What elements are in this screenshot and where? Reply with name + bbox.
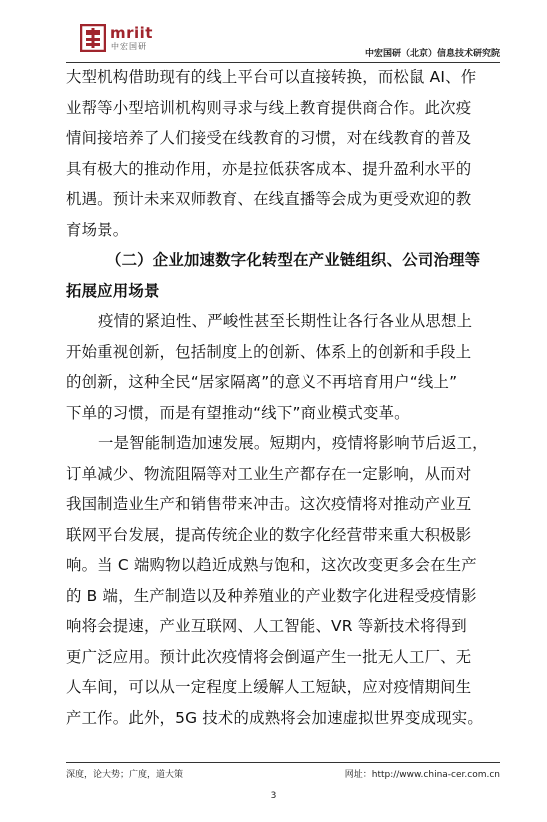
text-line: 人车间，可以从一定程度上缓解人工短缺，应对疫情期间生 bbox=[66, 678, 472, 696]
text-line: 订单减少、物流阻隔等对工业生产都存在一定影响，从而对 bbox=[66, 464, 472, 483]
page-number: 3 bbox=[270, 791, 277, 801]
section-heading-line: 拓展应用场景 bbox=[66, 281, 160, 300]
text-line: 联网平台发展，提高传统企业的数字化经营带来重大积极影 bbox=[66, 525, 472, 544]
text-line: 大型机构借助现有的线上平台可以直接转换，而松鼠 AI、作 bbox=[66, 68, 477, 86]
text-line: 开始重视创新，包括制度上的创新、体系上的创新和手段上 bbox=[66, 342, 472, 361]
text-line: 一是智能制造加速发展。短期内，疫情将影响节后返工， bbox=[98, 434, 488, 452]
text-line: 响。当 C 端购物以趋近成熟与饱和，这次改变更多会在生产 bbox=[66, 556, 477, 574]
document-body bbox=[66, 62, 506, 733]
logo bbox=[80, 24, 190, 54]
page-header bbox=[66, 22, 500, 63]
text-line: 下单的习惯，而是有望推动“线下”商业模式变革。 bbox=[66, 403, 410, 422]
footer-slogan: 深度，论大势；广度，道大策 bbox=[66, 770, 184, 780]
section-heading-line: （二）企业加速数字化转型在产业链组织、公司治理等 bbox=[106, 251, 481, 269]
logo-text: mriit bbox=[110, 24, 153, 42]
text-line: 产工作。此外，5G 技术的成熟将会加速虚拟世界变成现实。 bbox=[66, 708, 483, 727]
text-line: 情间接培养了人们接受在线教育的习惯，对在线教育的普及 bbox=[66, 129, 472, 147]
logo-subtext: 中宏国研 bbox=[111, 42, 147, 51]
logo-mark-icon bbox=[80, 24, 106, 52]
text-line: 响将会提速，产业互联网、人工智能、VR 等新技术将得到 bbox=[66, 617, 467, 635]
text-line: 的 B 端，生产制造以及种养殖业的产业数字化进程受疫情影 bbox=[66, 586, 477, 605]
text-line: 我国制造业生产和销售带来冲击。这次疫情将对推动产业互 bbox=[66, 495, 472, 513]
text-line: 育场景。 bbox=[66, 220, 129, 239]
page-footer bbox=[66, 762, 500, 785]
text-line: 的创新，这种全民“居家隔离”的意义不再培育用户“线上” bbox=[66, 373, 458, 391]
text-line: 疫情的紧迫性、严峻性甚至长期性让各行各业从思想上 bbox=[98, 312, 473, 330]
text-line: 具有极大的推动作用，亦是拉低获客成本、提升盈利水平的 bbox=[66, 159, 472, 178]
header-organization: 中宏国研（北京）信息技术研究院 bbox=[364, 49, 500, 59]
text-line: 机遇。预计未来双师教育、在线直播等会成为更受欢迎的教 bbox=[66, 190, 472, 208]
text-line: 更广泛应用。预计此次疫情将会倒逼产生一批无人工厂、无 bbox=[66, 647, 472, 666]
footer-website: 网址：http://www.china-cer.com.cn bbox=[344, 770, 500, 780]
text-line: 业帮等小型培训机构则寻求与线上教育提供商合作。此次疫 bbox=[66, 98, 472, 117]
